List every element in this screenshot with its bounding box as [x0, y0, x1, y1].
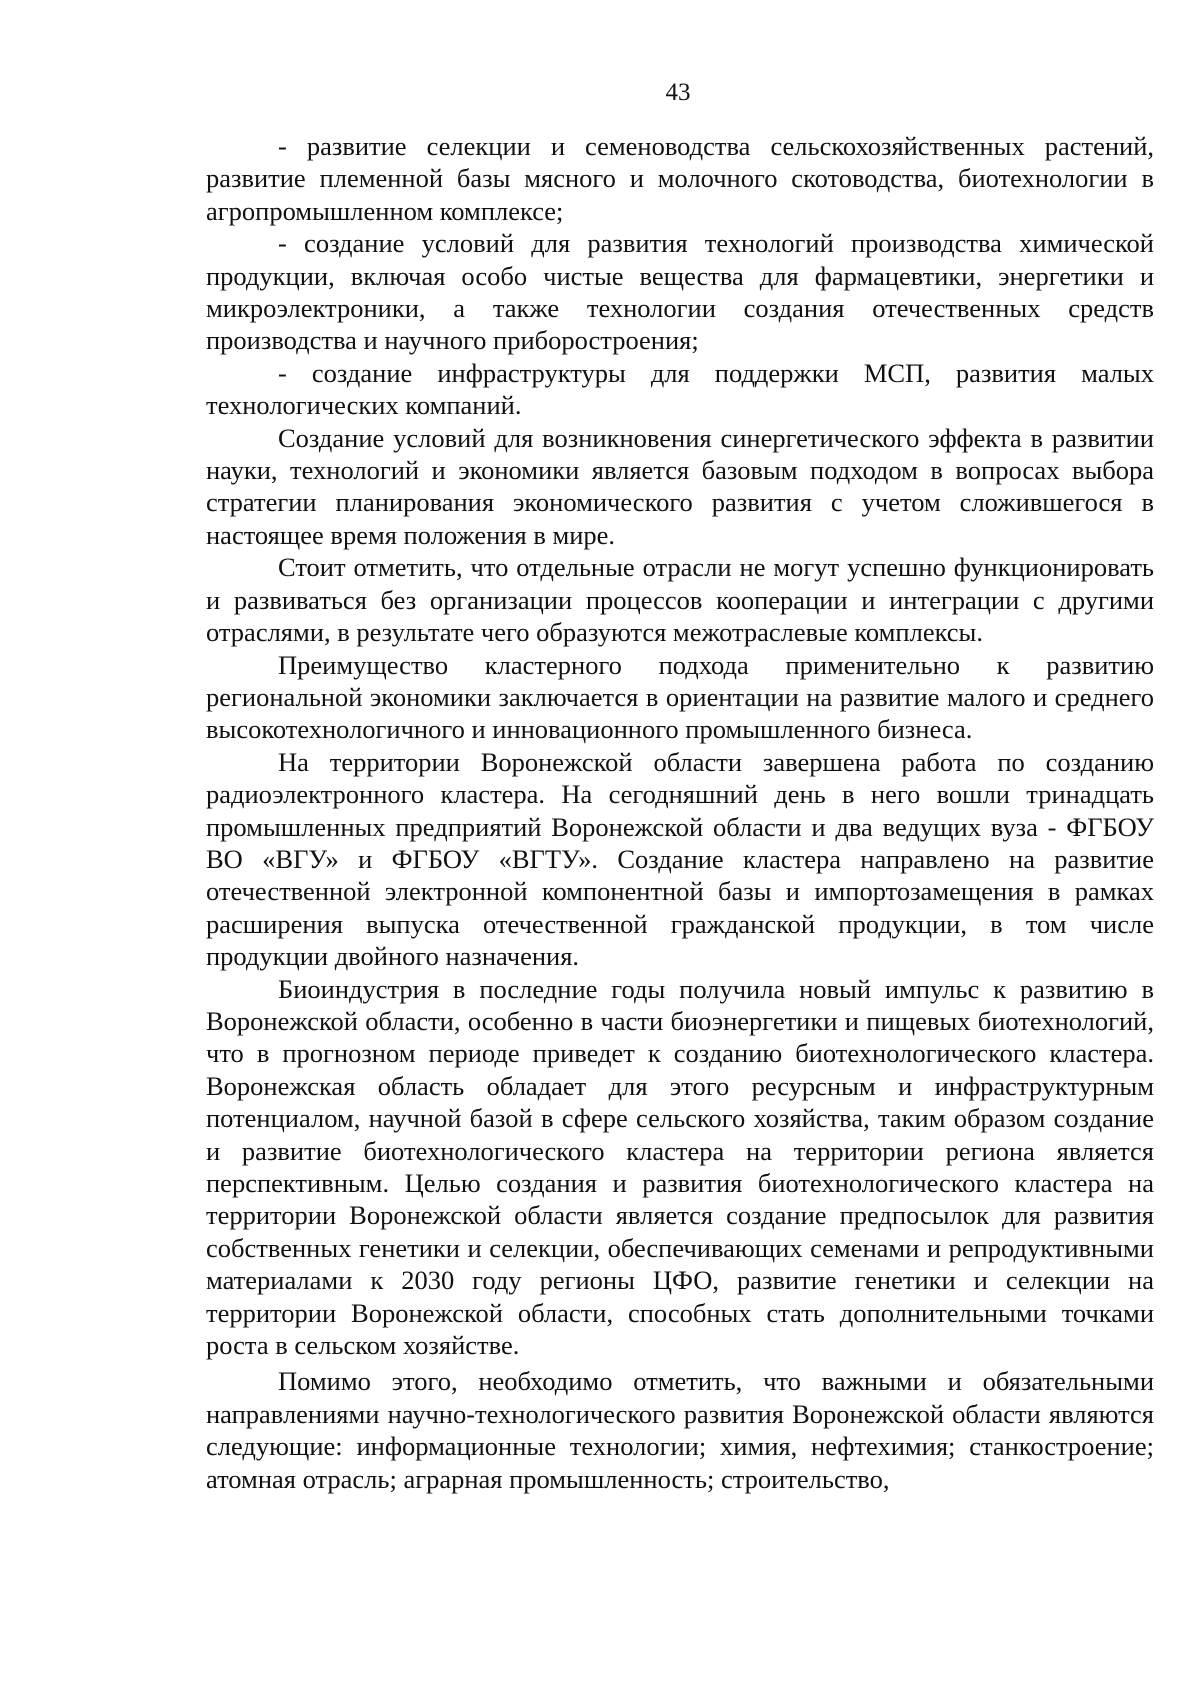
paragraph-cluster-advantage: Преимущество кластерного подхода применительно к развитию региональной экономики заключается в ориентации на развитие малого и среднего высокотехнологичного и инновационного промышленного бизнеса. — [206, 649, 1154, 745]
document-body — [206, 130, 1154, 1495]
paragraph-radioelectronic-cluster: На территории Воронежской области завершена работа по созданию радиоэлектронного кластера. На сегодняшний день в него вошли тринадцать промышленных предприятий Воронежской области и два ведущих вуза - ФГБОУ ВО «ВГУ» и ФГБОУ «ВГТУ». Создание кластера направлено на развитие отечественной электронной компонентной базы и импортозамещения в рамках расширения выпуска отечественной гражданской продукции, в том числе продукции двойного назначения. — [206, 746, 1154, 972]
paragraph-selection: - развитие селекции и семеноводства сельскохозяйственных растений, развитие племенной базы мясного и молочного скотоводства, биотехнологии в агропромышленном комплексе; — [206, 131, 1154, 226]
paragraph-intersectoral: Стоит отметить, что отдельные отрасли не могут успешно функционировать и развиваться без организации процессов кооперации и интеграции с другими отраслями, в результате чего образуются межотраслевые комплексы. — [206, 552, 1154, 648]
paragraph-priority-directions: Помимо этого, необходимо отметить, что важными и обязательными направлениями научно-технологического развития Воронежской области являются следующие: информационные технологии; химия, нефтехимия; станкостроение; атомная отрасль; аграрная промышленность; строительство, — [206, 1366, 1154, 1494]
paragraph-msp-infrastructure: - создание инфраструктуры для поддержки МСП, развития малых технологических компаний. — [206, 357, 1154, 421]
paragraph-chemical-production: - создание условий для развития технологий производства химической продукции, включая особо чистые вещества для фармацевтики, энергетики и микроэлектроники, а также технологии создания отечественных средств производства и научного приборостроения; — [206, 228, 1154, 356]
paragraph-bioindustry: Биоиндустрия в последние годы получила новый импульс к развитию в Воронежской области, особенно в части биоэнергетики и пищевых биотехнологий, что в прогнозном периоде приведет к созданию биотехнологического кластера. Воронежская область обладает для этого ресурсным и инфраструктурным потенциалом, научной базой в сфере сельского хозяйства, таким образом создание и развитие биотехнологического кластера на территории региона является перспективным. Целью создания и развития биотехнологического кластера на территории Воронежской области является создание предпосылок для развития собственных генетики и селекции, обеспечивающих семенами и репродуктивными материалами к 2030 году регионы ЦФО, развитие генетики и селекции на территории Воронежской области, способных стать дополнительными точками роста в сельском хозяйстве. — [206, 973, 1154, 1361]
paragraph-synergy: Создание условий для возникновения синергетического эффекта в развитии науки, технологий и экономики является базовым подходом в вопросах выбора стратегии планирования экономического развития с учетом сложившегося в настоящее время положения в мире. — [206, 422, 1154, 550]
page-number: 43 — [665, 79, 691, 106]
